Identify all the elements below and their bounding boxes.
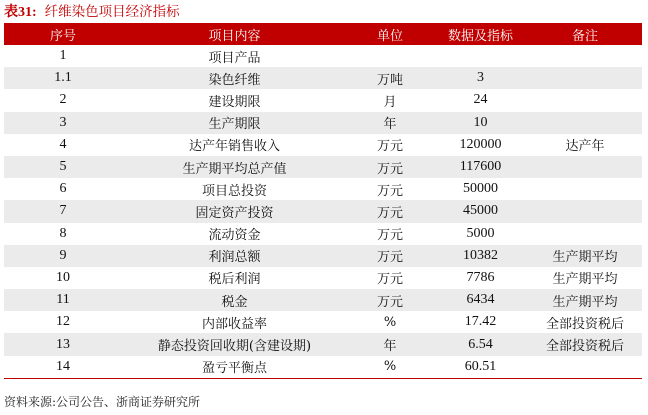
cell-index: 14 [4, 356, 122, 379]
economic-indicators-table [4, 23, 642, 379]
cell-value: 117600 [433, 156, 528, 178]
cell-value: 6.54 [433, 333, 528, 355]
cell-item: 生产期限 [122, 112, 347, 134]
cell-remark: 全部投资税后 [545, 316, 624, 332]
header-index: 序号 [4, 23, 122, 45]
table-number: 表31: [4, 5, 37, 20]
table-row [4, 356, 642, 379]
cell-index: 7 [4, 200, 122, 222]
cell-value: 3 [433, 67, 528, 89]
cell-item: 盈亏平衡点 [122, 356, 347, 379]
cell-index: 9 [4, 245, 122, 267]
table-row [4, 112, 642, 134]
cell-remark [528, 89, 642, 111]
cell-unit: 月 [383, 94, 397, 110]
cell-item: 建设期限 [208, 94, 261, 110]
cell-value: 7786 [466, 269, 495, 285]
cell-index: 10 [56, 269, 70, 285]
cell-remark [528, 200, 642, 222]
cell-unit: % [347, 356, 433, 379]
header-remark: 备注 [528, 23, 642, 45]
table-row [4, 200, 642, 222]
cell-index: 3 [4, 112, 122, 134]
table-row [4, 156, 642, 178]
cell-unit: 万元 [376, 228, 403, 244]
header-unit: 单位 [347, 23, 433, 45]
header-value: 数据及指标 [433, 23, 528, 45]
cell-index: 12 [56, 314, 70, 330]
cell-item: 染色纤维 [122, 67, 347, 89]
cell-value: 60.51 [433, 356, 528, 379]
cell-value [433, 45, 528, 67]
source-note: 资料来源:公司公告、浙商证券研究所 [4, 395, 201, 409]
cell-value: 24 [473, 92, 488, 108]
cell-index: 1 [59, 48, 67, 64]
cell-unit: 万吨 [347, 67, 433, 89]
table-row [4, 89, 642, 111]
cell-item: 利润总额 [122, 245, 347, 267]
cell-unit: 万元 [376, 183, 403, 199]
cell-unit: 万元 [347, 289, 433, 311]
cell-index: 5 [4, 156, 122, 178]
cell-index: 13 [4, 333, 122, 355]
table-header-row [4, 23, 642, 45]
cell-unit: 万元 [347, 245, 433, 267]
cell-remark: 达产年 [565, 139, 605, 155]
table-row [4, 134, 642, 156]
table-row [4, 223, 642, 245]
cell-index: 11 [4, 289, 122, 311]
cell-value: 17.42 [464, 314, 497, 330]
cell-remark: 生产期平均 [528, 245, 642, 267]
table-title-text: 纤维染色项目经济指标 [44, 4, 180, 20]
cell-item: 内部收益率 [201, 316, 267, 332]
cell-remark: 生产期平均 [528, 289, 642, 311]
cell-index: 6 [59, 181, 67, 197]
cell-item: 固定资产投资 [122, 200, 347, 222]
cell-value: 5000 [466, 225, 495, 241]
cell-value: 10382 [433, 245, 528, 267]
table-row [4, 267, 642, 289]
cell-remark [528, 178, 642, 200]
cell-item: 达产年销售收入 [188, 139, 280, 155]
cell-item: 税后利润 [208, 272, 261, 288]
cell-remark [528, 67, 642, 89]
cell-value: 10 [433, 112, 528, 134]
cell-index: 4 [59, 136, 67, 152]
cell-value: 6434 [433, 289, 528, 311]
cell-remark [528, 156, 642, 178]
cell-remark: 全部投资税后 [528, 333, 642, 355]
cell-remark [528, 223, 642, 245]
cell-value: 45000 [433, 200, 528, 222]
cell-value: 120000 [459, 136, 502, 152]
cell-item: 项目总投资 [201, 183, 267, 199]
cell-remark: 生产期平均 [552, 272, 618, 288]
cell-unit: % [383, 314, 397, 330]
cell-index: 2 [59, 92, 67, 108]
cell-item: 流动资金 [208, 228, 261, 244]
table-row [4, 245, 642, 267]
cell-item: 项目产品 [208, 50, 261, 66]
table-row [4, 333, 642, 355]
table-title [4, 2, 180, 22]
cell-remark [528, 356, 642, 379]
cell-index: 8 [59, 225, 67, 241]
table-row [4, 45, 642, 67]
cell-unit [347, 45, 433, 67]
cell-unit: 万元 [347, 156, 433, 178]
cell-unit: 万元 [376, 139, 403, 155]
cell-value: 50000 [463, 181, 498, 197]
cell-remark [528, 45, 642, 67]
table-row [4, 67, 642, 89]
cell-index: 1.1 [4, 67, 122, 89]
table-row [4, 311, 642, 333]
cell-unit: 年 [347, 333, 433, 355]
cell-item: 生产期平均总产值 [122, 156, 347, 178]
header-item: 项目内容 [122, 23, 347, 45]
cell-unit: 万元 [347, 200, 433, 222]
table-row [4, 289, 642, 311]
cell-unit: 年 [347, 112, 433, 134]
cell-item: 税金 [122, 289, 347, 311]
cell-remark [528, 112, 642, 134]
table-body [4, 45, 642, 378]
table-row [4, 178, 642, 200]
cell-item: 静态投资回收期(含建设期) [122, 333, 347, 355]
cell-unit: 万元 [376, 272, 403, 288]
